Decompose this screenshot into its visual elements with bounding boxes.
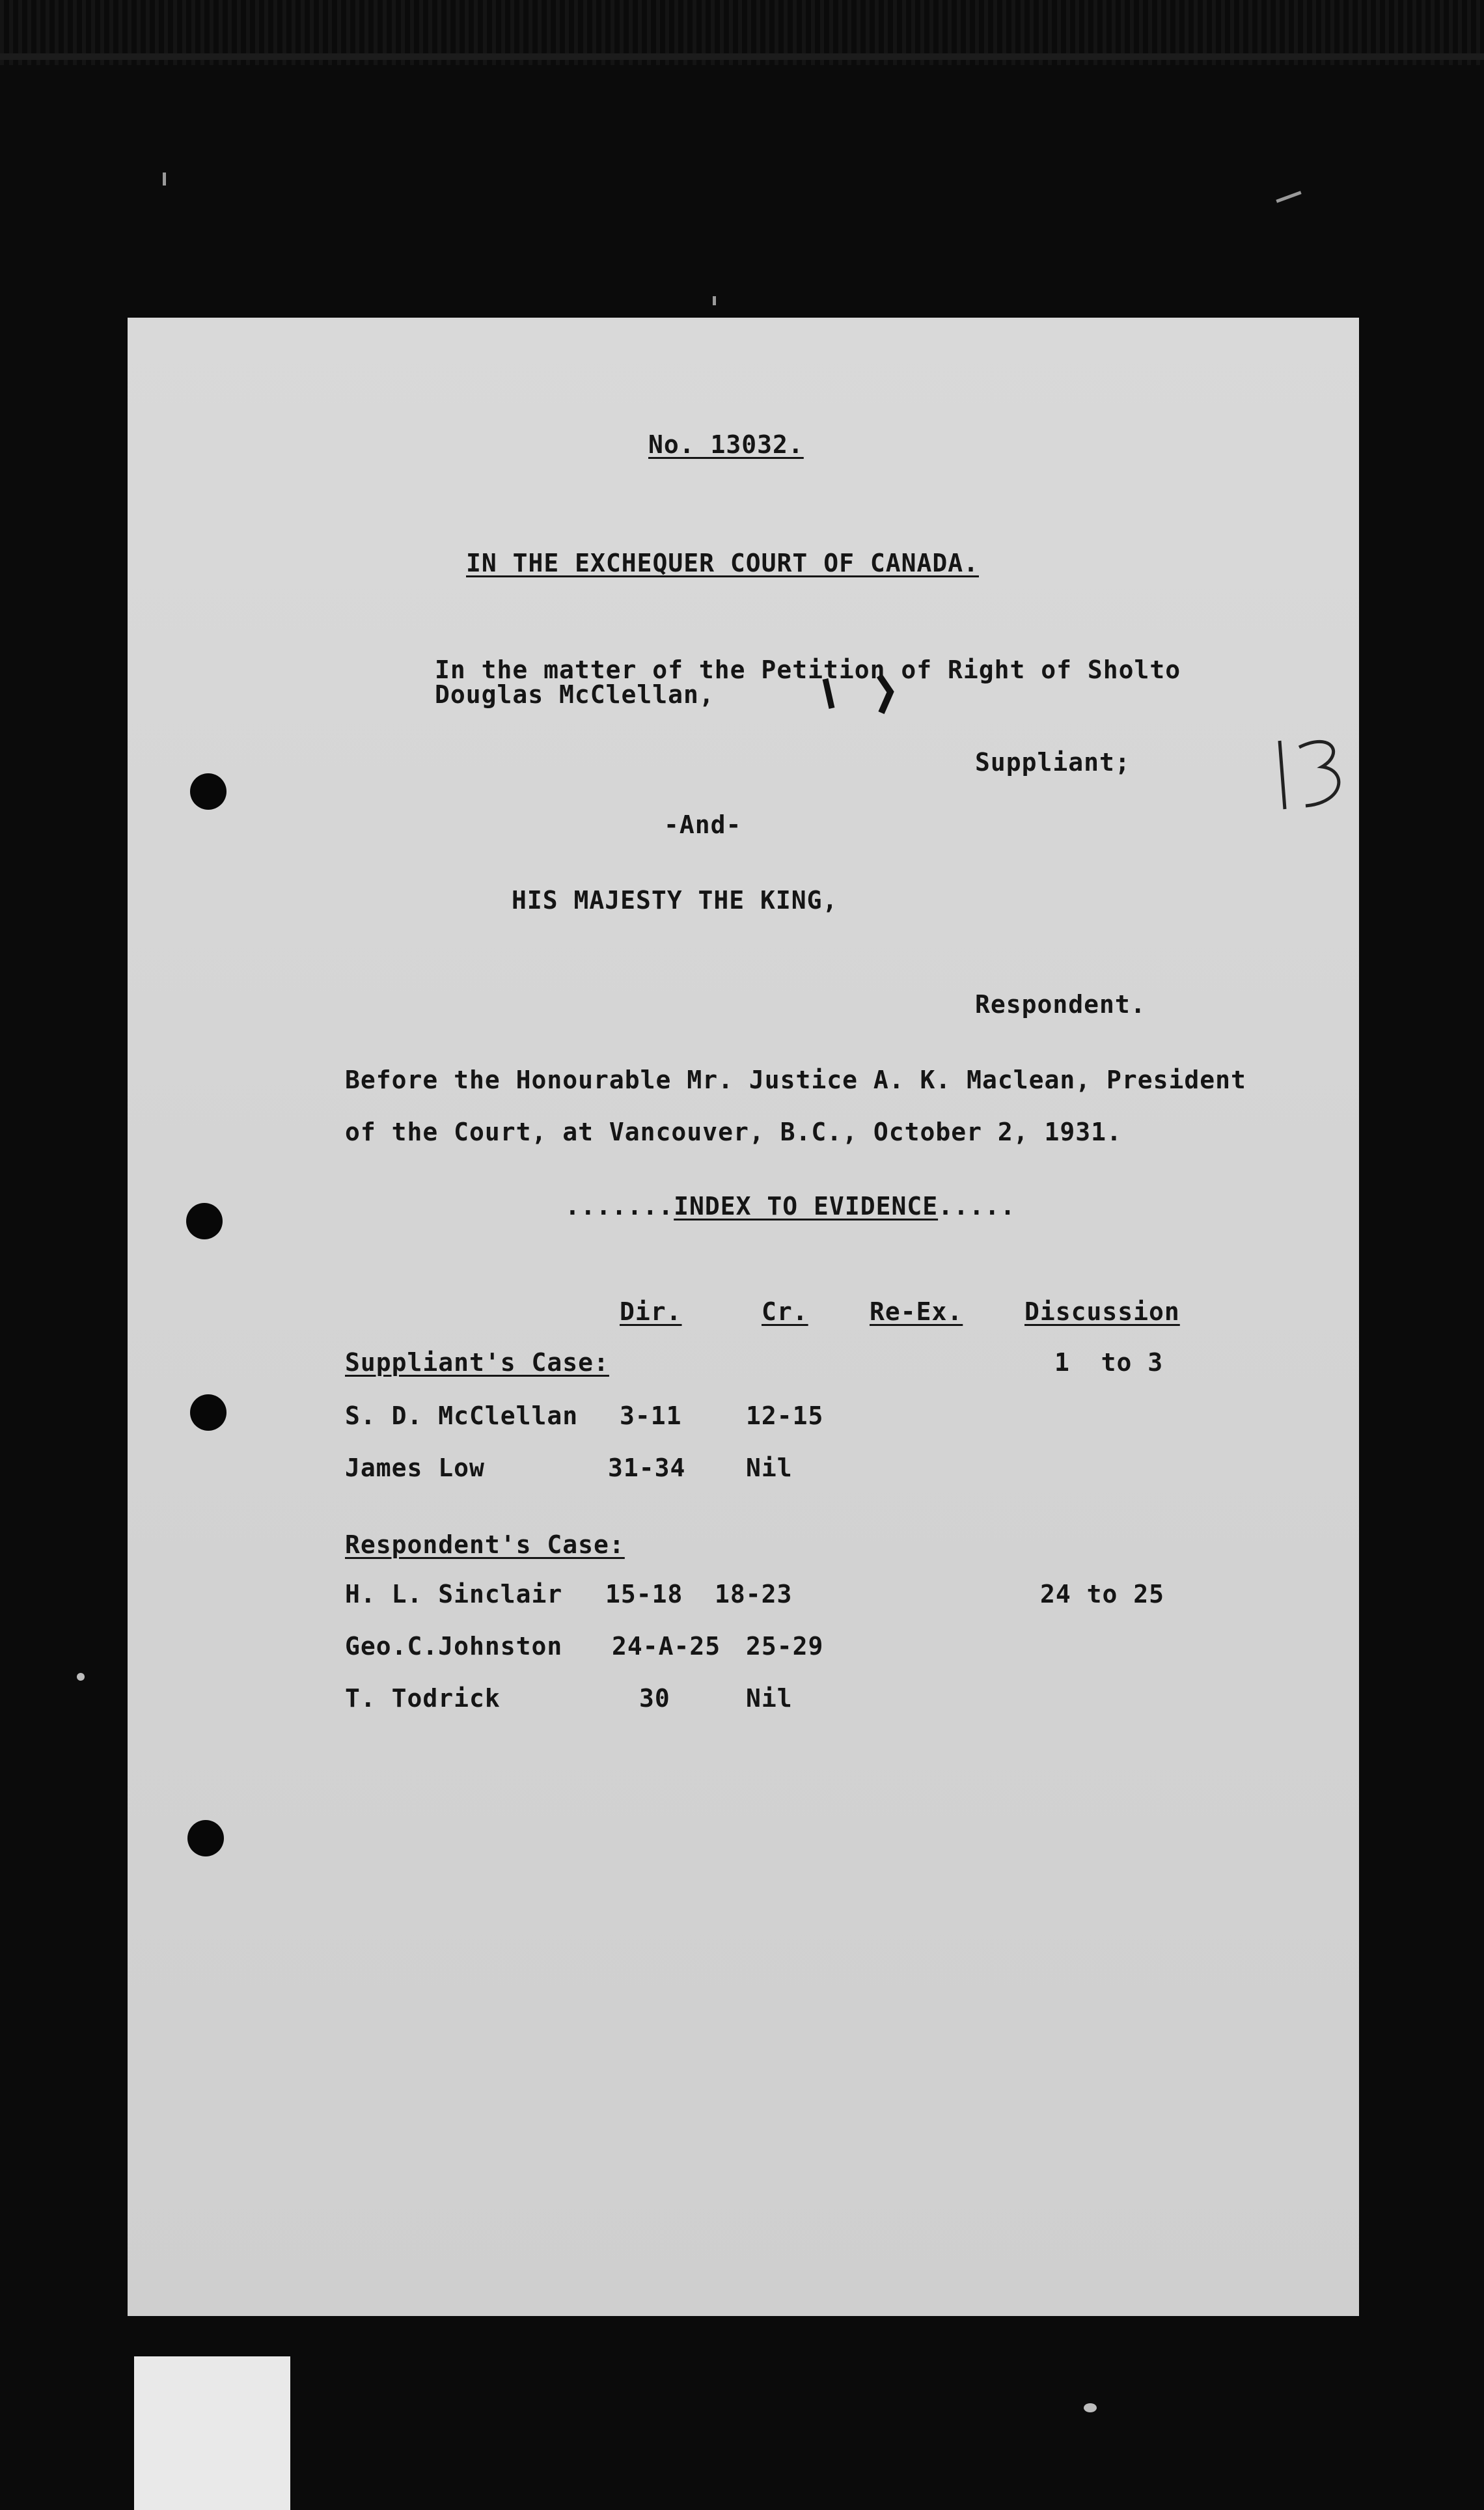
column-header-dir: Dir.	[620, 1297, 682, 1326]
column-header-cr: Cr.	[762, 1297, 808, 1326]
matter-line-2: Douglas McClellan,	[435, 680, 715, 709]
witness-name: T. Todrick	[345, 1684, 501, 1713]
film-edge	[0, 0, 1484, 65]
suppliant-label: Suppliant;	[975, 748, 1131, 777]
paper-slip	[134, 2356, 290, 2510]
case-number: No. 13032.	[648, 430, 804, 459]
witness-dir: 24-A-25	[612, 1632, 721, 1661]
film-scratch	[713, 296, 716, 305]
respondent-case-heading: Respondent's Case:	[345, 1530, 625, 1559]
respondent-label: Respondent.	[975, 990, 1146, 1019]
document-page	[128, 318, 1359, 2316]
film-speck	[1084, 2403, 1097, 2412]
film-speck	[77, 1673, 85, 1681]
court-heading: IN THE EXCHEQUER COURT OF CANADA.	[466, 549, 979, 577]
witness-name: H. L. Sinclair	[345, 1580, 563, 1608]
witness-cr: 12-15	[746, 1401, 824, 1430]
punch-hole	[187, 1820, 224, 1856]
witness-name: James Low	[345, 1454, 485, 1482]
witness-dir: 3-11	[620, 1401, 682, 1430]
before-line-2: of the Court, at Vancouver, B.C., October 2, 1931.	[345, 1118, 1122, 1146]
witness-cr: 18-23	[715, 1580, 793, 1608]
witness-dir: 31-34	[608, 1454, 686, 1482]
witness-name: Geo.C.Johnston	[345, 1632, 563, 1661]
column-header-re-ex: Re-Ex.	[870, 1297, 963, 1326]
index-title: .......INDEX TO EVIDENCE.....	[565, 1192, 1016, 1221]
suppliant-case-heading: Suppliant's Case:	[345, 1348, 609, 1377]
column-header-discussion: Discussion	[1024, 1297, 1180, 1326]
witness-cr: Nil	[746, 1684, 793, 1713]
before-line-1: Before the Honourable Mr. Justice A. K. Maclean, President	[345, 1066, 1246, 1094]
and-label: -And-	[664, 810, 742, 839]
witness-dir: 15-18	[605, 1580, 683, 1608]
film-scratch	[163, 172, 166, 186]
punch-hole	[186, 1203, 223, 1239]
witness-dir: 30	[639, 1684, 670, 1713]
handwritten-page-number	[1267, 728, 1364, 819]
witness-name: S. D. McClellan	[345, 1401, 579, 1430]
matter-line-1: In the matter of the Petition of Right of Sholto	[435, 655, 1181, 684]
witness-cr: Nil	[746, 1454, 793, 1482]
punch-hole	[190, 773, 227, 810]
witness-cr: 25-29	[746, 1632, 824, 1661]
respondent-name: HIS MAJESTY THE KING,	[512, 886, 838, 915]
witness-discussion: 24 to 25	[1040, 1580, 1165, 1608]
film-scratch	[1276, 191, 1301, 202]
suppliant-discussion: 1 to 3	[1054, 1348, 1164, 1377]
punch-hole	[190, 1394, 227, 1431]
